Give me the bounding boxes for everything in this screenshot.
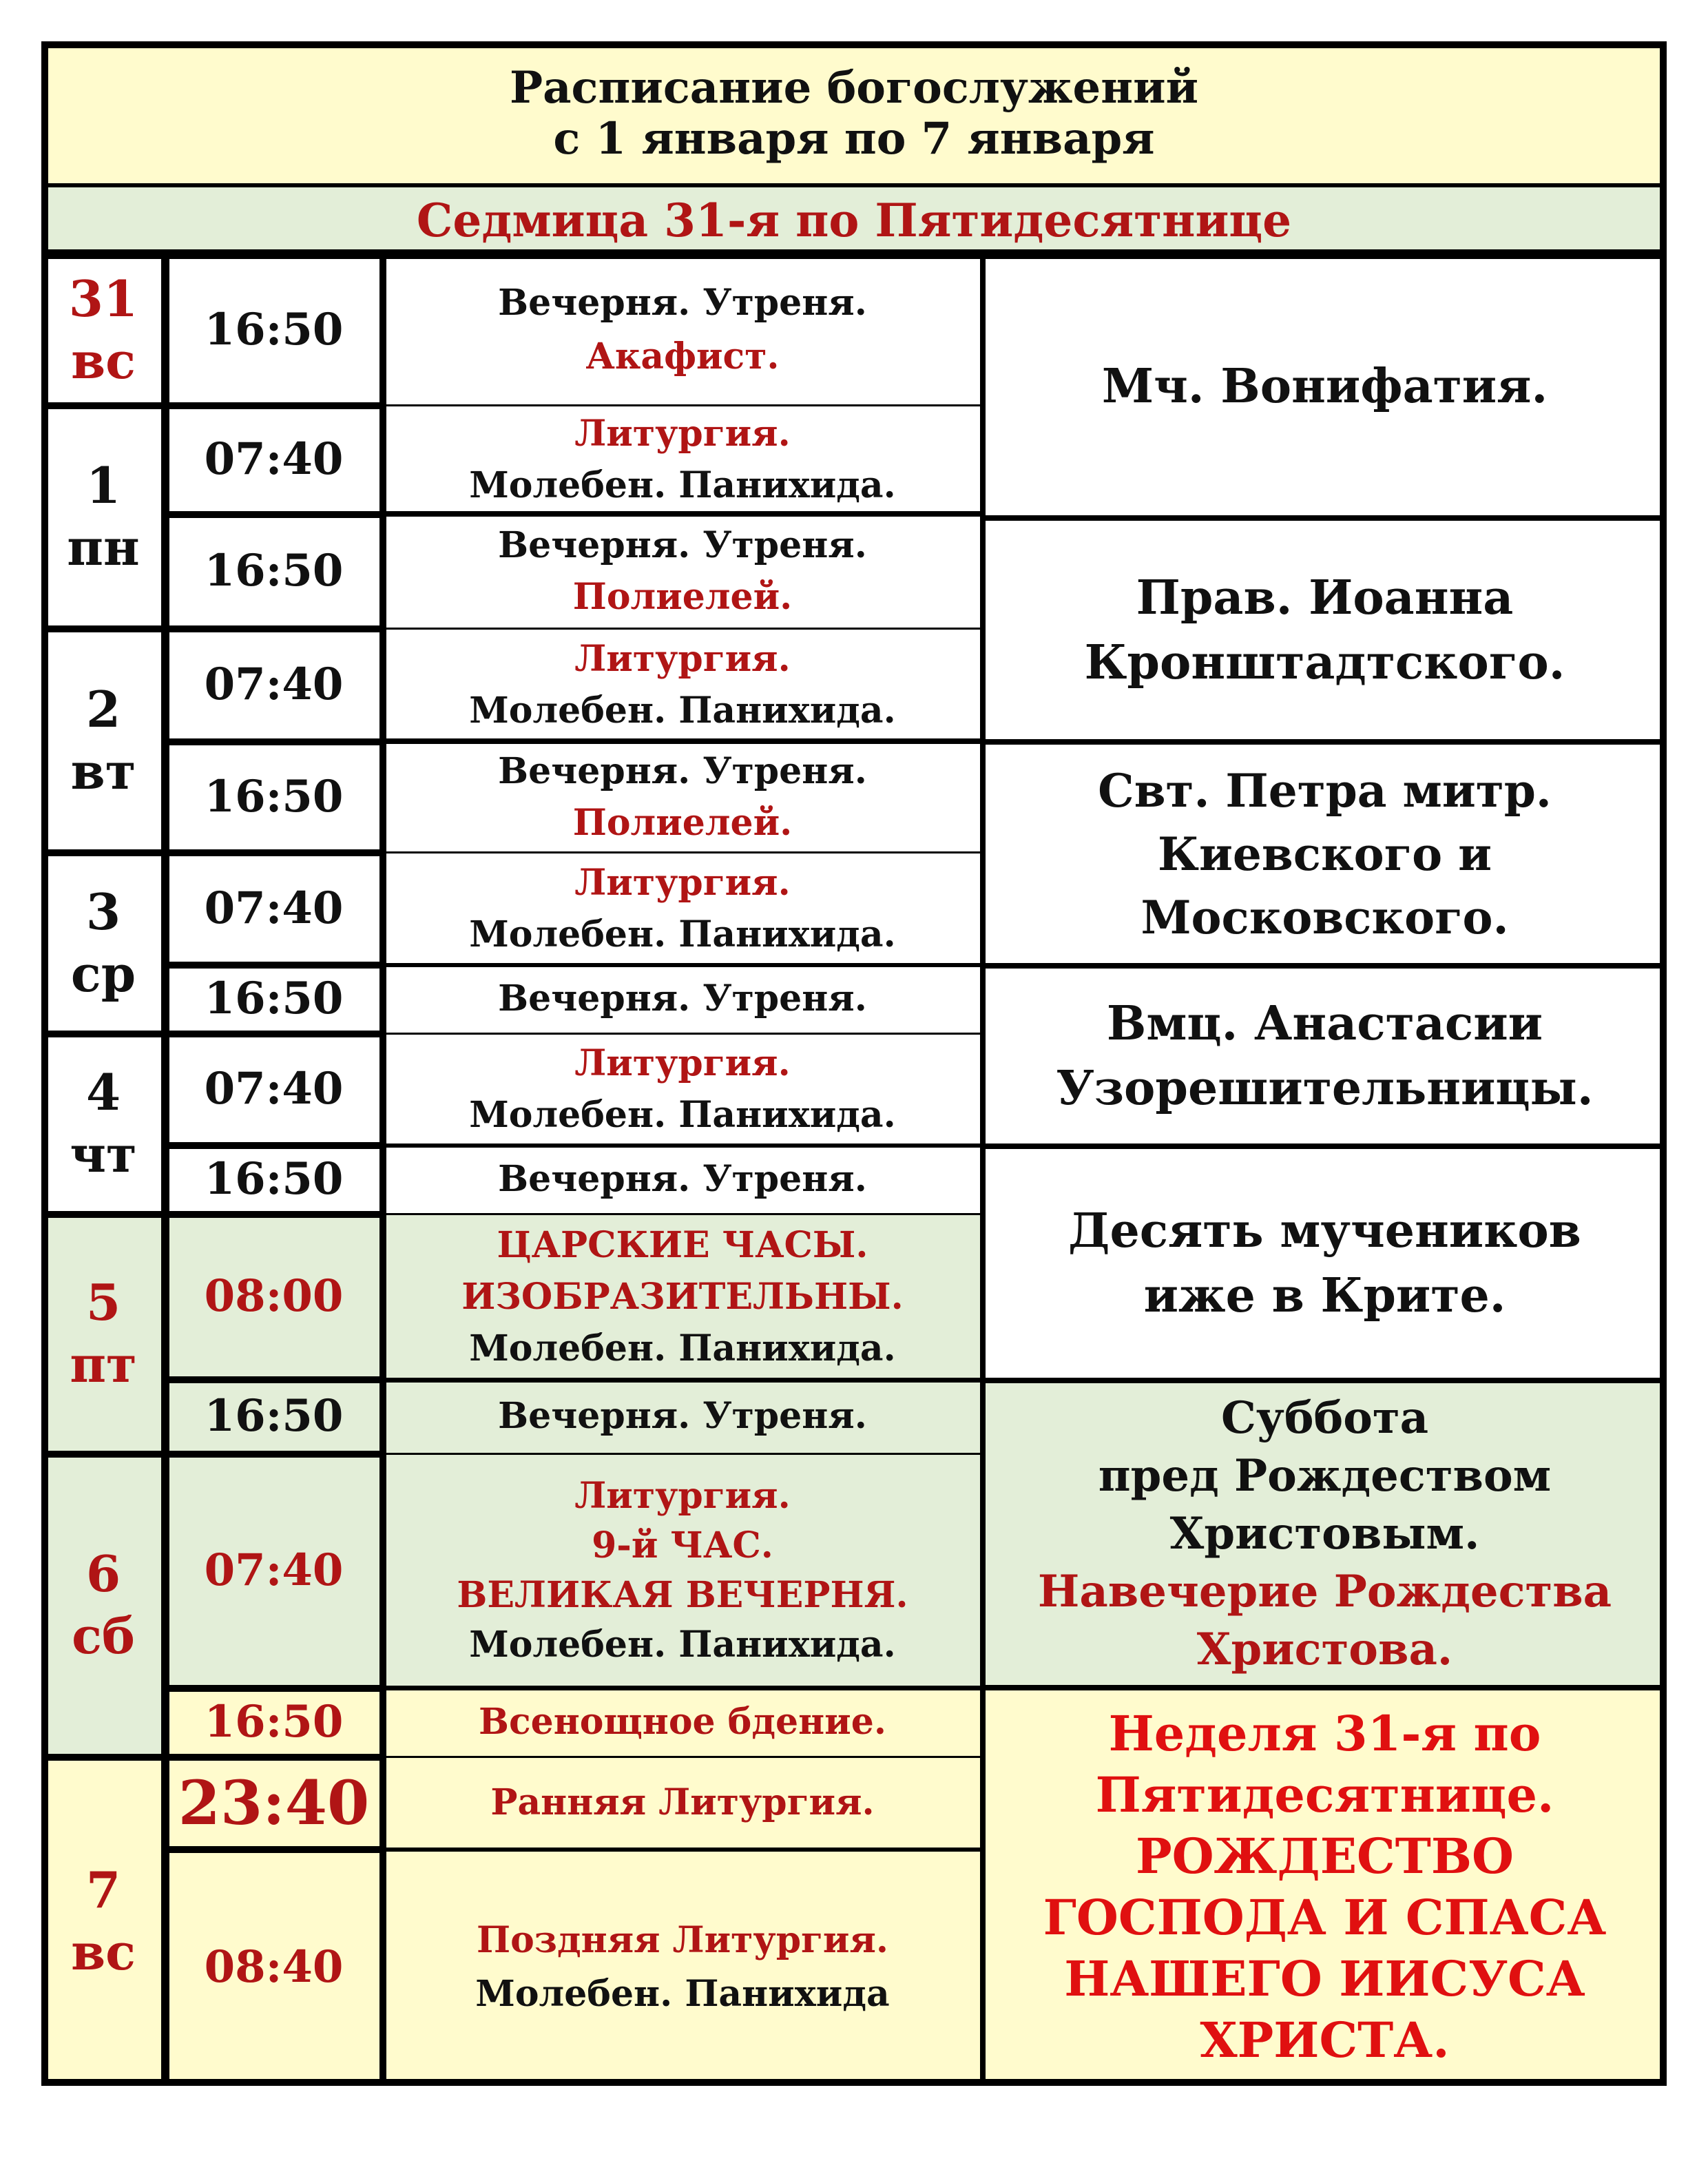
- feast-line: ХРИСТА.: [1200, 2011, 1450, 2069]
- divider: [41, 249, 1667, 259]
- divider: [41, 1031, 165, 1037]
- day-weekday: чт: [70, 1125, 137, 1183]
- time-cell: [165, 1214, 382, 1379]
- service-line: Вечерня. Утреня.: [498, 977, 867, 1020]
- service-cell: [382, 255, 983, 405]
- divider: [165, 1376, 382, 1383]
- service-cell: [382, 1757, 983, 1849]
- feast-line: Кронштадтского.: [1084, 634, 1565, 690]
- day-number: 2: [85, 679, 121, 738]
- week-cell: [41, 186, 1667, 255]
- divider: [382, 1686, 983, 1690]
- divider: [983, 739, 1667, 745]
- day-weekday: вт: [70, 741, 136, 800]
- divider: [983, 963, 1667, 969]
- service-time: 07:40: [204, 433, 344, 485]
- title-cell: [41, 41, 1667, 186]
- service-line: Литургия.: [574, 413, 791, 455]
- divider: [382, 628, 983, 630]
- divider: [983, 515, 1667, 521]
- divider: [382, 1143, 983, 1148]
- feast-cell: [983, 966, 1667, 1146]
- feast-line: Узорешительницы.: [1056, 1061, 1594, 1116]
- divider: [382, 738, 983, 744]
- day-weekday: вс: [71, 331, 136, 390]
- service-time: 07:40: [204, 1063, 344, 1115]
- service-cell: [382, 514, 983, 628]
- day-weekday: пн: [67, 518, 140, 577]
- service-line: Молебен. Панихида.: [469, 1327, 896, 1369]
- divider: [983, 1143, 1667, 1149]
- feast-cell: [983, 1380, 1667, 1688]
- time-cell: [165, 1849, 382, 2086]
- divider: [41, 183, 1667, 187]
- day-number: 1: [85, 456, 121, 515]
- service-time: 08:00: [204, 1270, 344, 1322]
- service-cell: [382, 1214, 983, 1379]
- day-2: [41, 628, 165, 852]
- divider: [165, 1754, 382, 1761]
- service-line: Вечерня. Утреня.: [498, 1395, 867, 1437]
- divider: [165, 1451, 382, 1458]
- day-7: [41, 1757, 165, 2086]
- divider: [382, 1848, 983, 1852]
- day-number: 4: [85, 1063, 121, 1121]
- divider: [382, 1033, 983, 1035]
- service-time: 16:50: [204, 770, 344, 822]
- time-cell: [165, 1033, 382, 1145]
- divider: [983, 1685, 1667, 1690]
- day-weekday: вс: [71, 1923, 136, 1981]
- schedule-sheet: [41, 41, 1667, 2086]
- time-cell: [165, 628, 382, 741]
- day-number: 6: [85, 1544, 121, 1603]
- service-cell: [382, 964, 983, 1033]
- divider: [165, 402, 382, 409]
- feast-line: Свт. Петра митр.: [1098, 763, 1552, 818]
- feast-line: Прав. Иоанна: [1136, 570, 1514, 625]
- service-line: Литургия.: [574, 1042, 791, 1084]
- service-time: 16:50: [204, 304, 344, 355]
- service-cell: [382, 628, 983, 741]
- service-line: Вечерня. Утреня.: [498, 749, 867, 792]
- day-5: [41, 1214, 165, 1453]
- service-cell: [382, 1849, 983, 2086]
- divider: [41, 402, 165, 409]
- service-time: 08:40: [204, 1941, 344, 1993]
- service-time: 16:50: [204, 1390, 344, 1442]
- feast-line: Навечерие Рождества: [1037, 1566, 1612, 1617]
- feast-line: Христова.: [1196, 1624, 1453, 1675]
- day-6: [41, 1453, 165, 1757]
- service-line: Ранняя Литургия.: [490, 1781, 875, 1823]
- service-line: ВЕЛИКАЯ ВЕЧЕРНЯ.: [457, 1574, 908, 1616]
- time-cell: [165, 1145, 382, 1214]
- day-weekday: сб: [72, 1606, 135, 1665]
- service-line: Литургия.: [574, 638, 791, 680]
- divider: [382, 404, 983, 406]
- service-line: Молебен. Панихида: [475, 1973, 890, 2015]
- service-line: Вечерня. Утреня.: [498, 1158, 867, 1200]
- feast-line: иже в Крите.: [1143, 1268, 1506, 1323]
- day-number: 31: [68, 269, 138, 328]
- divider: [161, 255, 169, 2086]
- feast-cell: [983, 742, 1667, 966]
- feast-line: Пятидесятнице.: [1095, 1766, 1554, 1823]
- feast-line: пред Рождеством: [1098, 1450, 1552, 1502]
- day-1: [41, 405, 165, 628]
- week-title: Седмица 31-я по Пятидесятнице: [416, 194, 1292, 247]
- service-cell: [382, 1379, 983, 1453]
- service-line: Молебен. Панихида.: [469, 464, 896, 506]
- service-cell: [382, 1033, 983, 1145]
- service-line: Акафист.: [585, 335, 780, 377]
- divider: [165, 738, 382, 745]
- service-line: ЦАРСКИЕ ЧАСЫ.: [497, 1223, 868, 1266]
- service-line: Полиелей.: [572, 801, 793, 844]
- service-line: Всенощное бдение.: [479, 1701, 886, 1743]
- service-cell: [382, 405, 983, 514]
- divider: [165, 1211, 382, 1218]
- service-line: Молебен. Панихида.: [469, 1624, 896, 1666]
- divider: [41, 1754, 165, 1761]
- feast-line: Христовым.: [1169, 1508, 1480, 1560]
- service-time: 07:40: [204, 659, 344, 710]
- feast-cell: [983, 518, 1667, 742]
- divider: [165, 1142, 382, 1149]
- divider: [382, 1756, 983, 1758]
- service-time: 07:40: [204, 882, 344, 934]
- day-number: 7: [85, 1861, 121, 1919]
- service-time: 16:50: [204, 1696, 344, 1748]
- feast-line: Неделя 31-я по: [1108, 1705, 1541, 1762]
- feast-line: Десять мучеников: [1068, 1203, 1581, 1259]
- feast-line: НАШЕГО ИИСУСА: [1064, 1950, 1585, 2007]
- divider: [165, 1846, 382, 1853]
- divider: [165, 962, 382, 969]
- service-line: 9-й ЧАС.: [592, 1524, 773, 1566]
- day-4: [41, 1033, 165, 1214]
- service-line: Литургия.: [574, 1475, 791, 1517]
- service-line: Молебен. Панихида.: [469, 913, 896, 955]
- service-cell: [382, 1688, 983, 1757]
- divider: [41, 849, 165, 856]
- divider: [165, 511, 382, 518]
- divider: [980, 255, 986, 2086]
- page-title: Расписание богослужений: [509, 62, 1199, 114]
- time-cell: [165, 741, 382, 852]
- feast-line: ГОСПОДА И СПАСА: [1043, 1889, 1607, 1946]
- day-weekday: пт: [70, 1335, 137, 1394]
- divider: [41, 1211, 165, 1218]
- time-cell: [165, 1379, 382, 1453]
- feast-cell: [983, 1688, 1667, 2086]
- service-cell: [382, 1453, 983, 1688]
- page-subtitle: с 1 января по 7 января: [553, 113, 1155, 165]
- day-number: 3: [85, 882, 121, 941]
- day-3: [41, 852, 165, 1033]
- divider: [165, 1031, 382, 1037]
- divider: [41, 1451, 165, 1458]
- feast-line: Суббота: [1220, 1392, 1429, 1444]
- time-cell: [165, 255, 382, 405]
- service-line: Литургия.: [574, 861, 791, 904]
- feast-line: Вмц. Анастасии: [1106, 996, 1543, 1051]
- divider: [165, 625, 382, 632]
- time-cell: [165, 405, 382, 514]
- divider: [382, 1453, 983, 1455]
- day-weekday: ср: [70, 944, 136, 1003]
- feast-line: Мч. Вонифатия.: [1101, 359, 1548, 414]
- service-time: 16:50: [204, 1153, 344, 1205]
- divider: [983, 1378, 1667, 1383]
- divider: [41, 625, 165, 632]
- divider: [165, 849, 382, 856]
- divider: [382, 963, 983, 967]
- time-cell: [165, 1757, 382, 1849]
- service-cell: [382, 1145, 983, 1214]
- service-cell: [382, 852, 983, 964]
- feast-line: РОЖДЕСТВО: [1136, 1828, 1514, 1885]
- divider: [379, 255, 386, 2086]
- service-cell: [382, 741, 983, 852]
- feast-cell: [983, 1146, 1667, 1380]
- time-cell: [165, 1688, 382, 1757]
- service-line: Молебен. Панихида.: [469, 1094, 896, 1136]
- service-line: Вечерня. Утреня.: [498, 524, 867, 566]
- service-time: 07:40: [204, 1544, 344, 1596]
- time-cell: [165, 964, 382, 1033]
- feast-cell: [983, 255, 1667, 518]
- divider: [382, 1213, 983, 1215]
- divider: [165, 1685, 382, 1692]
- service-line: Полиелей.: [572, 576, 793, 618]
- time-cell: [165, 852, 382, 964]
- service-time: 23:40: [178, 1767, 370, 1839]
- day-31: [41, 255, 165, 405]
- time-cell: [165, 514, 382, 628]
- day-number: 5: [85, 1273, 121, 1332]
- divider: [382, 1378, 983, 1383]
- divider: [382, 511, 983, 517]
- feast-line: Московского.: [1141, 890, 1509, 944]
- service-line: Вечерня. Утреня.: [498, 282, 867, 324]
- service-line: ИЗОБРАЗИТЕЛЬНЫ.: [461, 1275, 904, 1318]
- service-line: Молебен. Панихида.: [469, 690, 896, 732]
- divider: [382, 851, 983, 853]
- service-time: 16:50: [204, 973, 344, 1024]
- service-line: Поздняя Литургия.: [477, 1919, 888, 1961]
- time-cell: [165, 1453, 382, 1688]
- service-time: 16:50: [204, 545, 344, 597]
- feast-line: Киевского и: [1157, 827, 1492, 881]
